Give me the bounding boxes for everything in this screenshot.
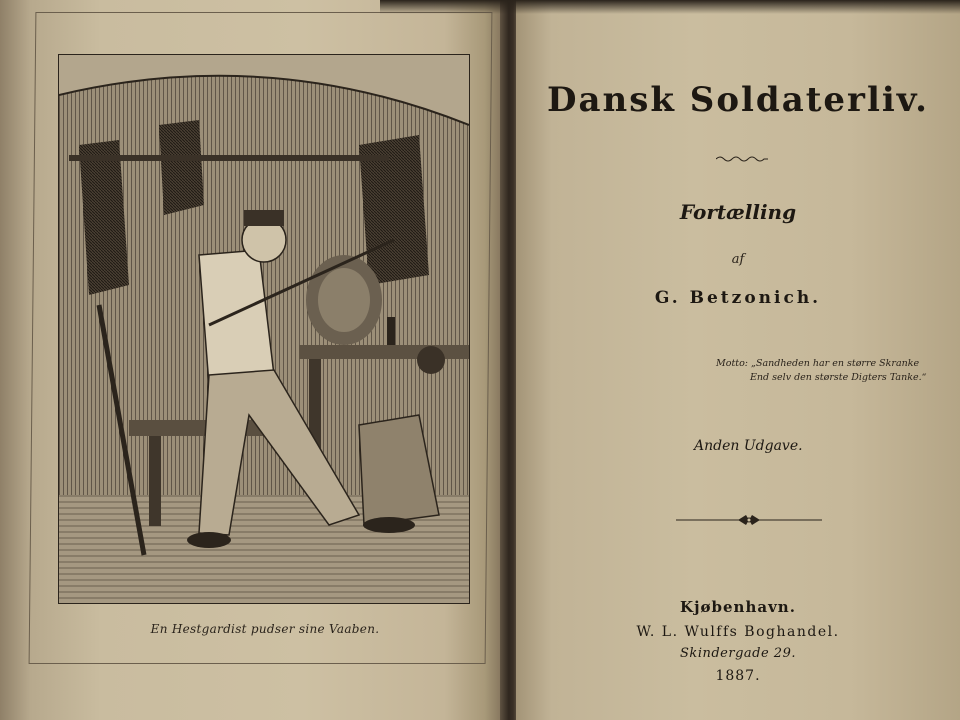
title-page bbox=[516, 0, 960, 720]
ornament-rule bbox=[676, 512, 822, 528]
book-subtitle: Fortælling bbox=[679, 200, 797, 224]
imprint-year: 1887. bbox=[715, 668, 761, 684]
motto-line-2: End selv den største Digters Tanke.“ bbox=[750, 372, 927, 383]
imprint-address: Skindergade 29. bbox=[680, 646, 796, 661]
frontispiece-engraving bbox=[58, 54, 470, 604]
motto-line-1: Motto: „Sandheden har en større Skranke bbox=[716, 358, 920, 369]
page-top-shadow bbox=[380, 0, 960, 14]
book-title: Dansk Soldaterliv. bbox=[547, 80, 929, 120]
title-flourish bbox=[716, 154, 768, 164]
imprint-city: Kjøbenhavn. bbox=[680, 598, 796, 616]
author-name: G. Betzonich. bbox=[654, 288, 822, 308]
engraving-caption: En Hestgardist pudser sine Vaaben. bbox=[150, 622, 380, 636]
byline-prefix: af bbox=[731, 252, 745, 267]
edition-label: Anden Udgave. bbox=[694, 438, 803, 454]
motto bbox=[716, 357, 956, 385]
imprint-publisher: W. L. Wulffs Boghandel. bbox=[636, 624, 840, 640]
